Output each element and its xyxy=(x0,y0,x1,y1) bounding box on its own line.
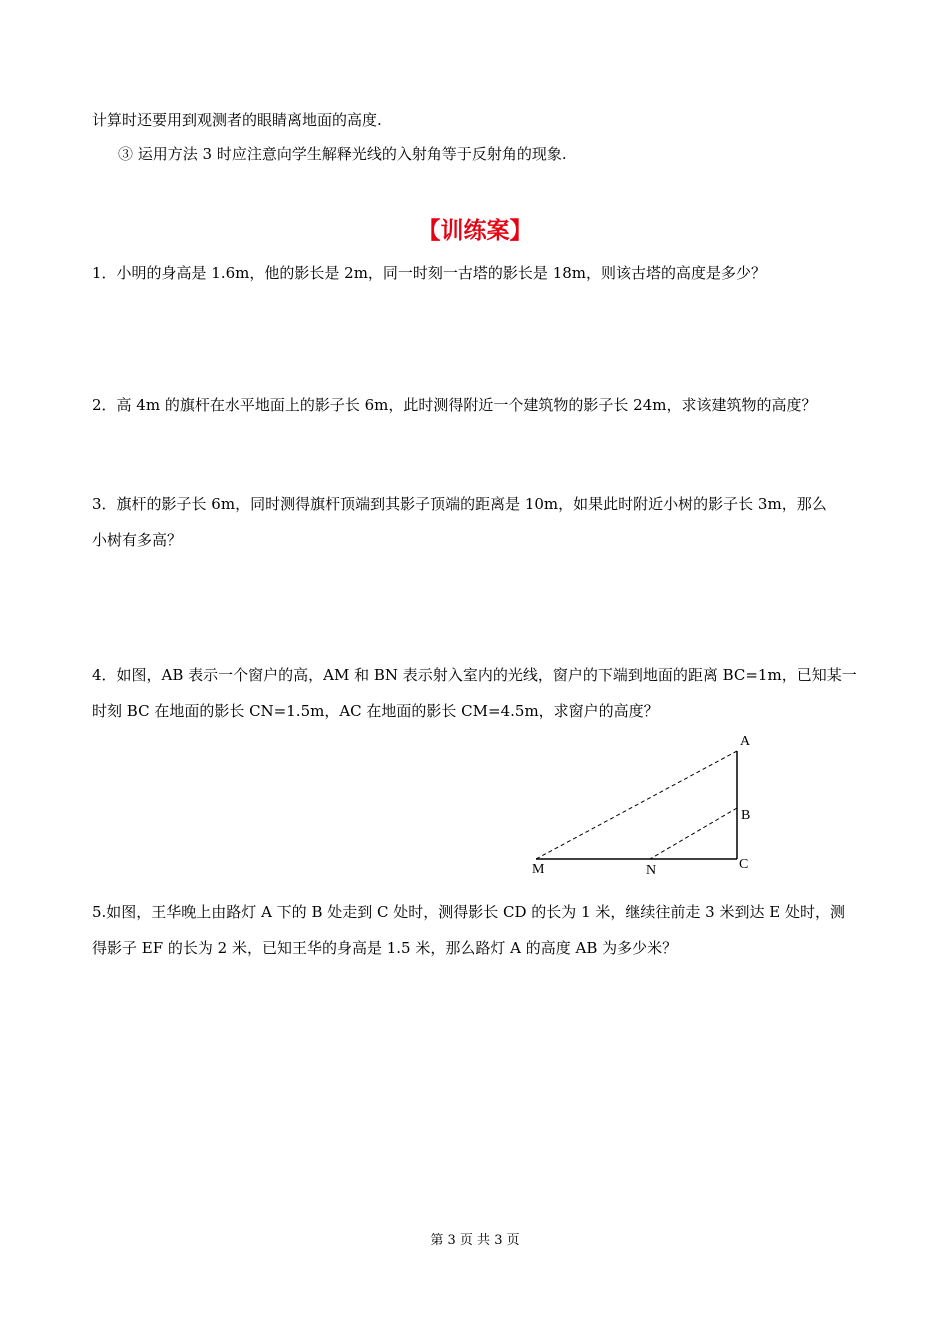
section-title: 【训练案】 xyxy=(417,218,533,244)
intro-line-2: ③ 运用方法 3 时应注意向学生解释光线的入射角等于反射角的现象. xyxy=(118,145,567,163)
ray-am xyxy=(536,751,737,859)
question-4-line-1: 4．如图，AB 表示一个窗户的高，AM 和 BN 表示射入室内的光线，窗户的下端到地面的距离 BC=1m，已知某一 xyxy=(92,666,857,684)
window-light-diagram xyxy=(520,725,770,885)
question-2: 2．高 4m 的旗杆在水平地面上的影子长 6m，此时测得附近一个建筑物的影子长 24m，求该建筑物的高度？ xyxy=(92,396,817,414)
question-5-line-2: 得影子 EF 的长为 2 米，已知王华的身高是 1.5 米，那么路灯 A 的高度 AB 为多少米？ xyxy=(92,939,678,957)
label-a: A xyxy=(740,734,751,749)
page-footer: 第 3 页 共 3 页 xyxy=(430,1233,520,1248)
ray-bn xyxy=(650,808,737,859)
label-c: C xyxy=(739,857,749,872)
question-3-line-2: 小树有多高？ xyxy=(92,531,183,549)
intro-line-1: 计算时还要用到观测者的眼睛离地面的高度. xyxy=(92,111,382,129)
question-4-line-2: 时刻 BC 在地面的影长 CN=1.5m，AC 在地面的影长 CM=4.5m，求窗户的高度？ xyxy=(92,702,659,720)
label-m: M xyxy=(532,862,545,877)
question-1: 1．小明的身高是 1.6m，他的影长是 2m，同一时刻一古塔的影长是 18m，则该古塔的高度是多少？ xyxy=(92,264,767,282)
question-3-line-1: 3．旗杆的影子长 6m，同时测得旗杆顶端到其影子顶端的距离是 10m，如果此时附近小树的影子长 3m，那么 xyxy=(92,495,827,513)
question-5-line-1: 5.如图，王华晚上由路灯 A 下的 B 处走到 C 处时，测得影长 CD 的长为 1 米，继续往前走 3 米到达 E 处时，测 xyxy=(92,903,845,921)
label-n: N xyxy=(646,863,657,878)
label-b: B xyxy=(741,808,751,823)
